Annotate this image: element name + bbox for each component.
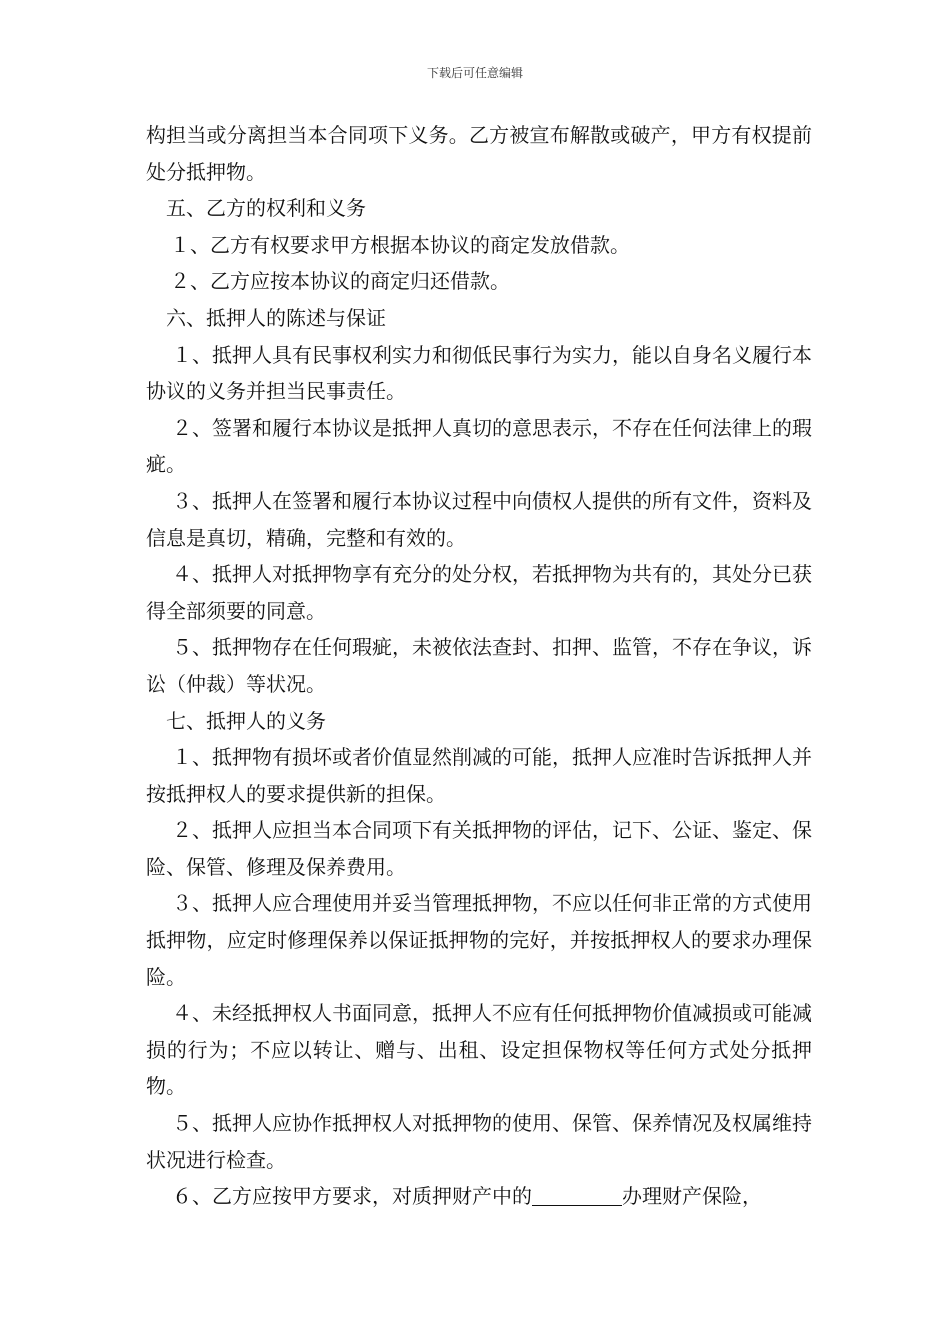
clause-7-3: ３、抵押人应合理使用并妥当管理抵押物，不应以任何非正常的方式使用抵押物，应定时修理保养以保证抵押物的完好，并按抵押权人的要求办理保险。	[146, 891, 812, 989]
clause-5-2: ２、乙方应按本协议的商定归还借款。	[170, 269, 510, 294]
clause-6-2: ２、签署和履行本协议是抵押人真切的意思表示，不存在任何法律上的瑕疵。	[146, 415, 812, 477]
section-heading-6: 六、抵押人的陈述与保证	[166, 305, 386, 330]
clause-7-5: ５、抵押人应协作抵押权人对抵押物的使用、保管、保养情况及权属维持状况进行检查。	[146, 1111, 812, 1172]
page-header: 下载后可任意编辑	[426, 66, 523, 80]
clause-7-6	[146, 1178, 812, 1215]
section-heading-7: 七、抵押人的义务	[166, 708, 326, 733]
clause-7-1: １、抵押物有损坏或者价值显然削减的可能，抵押人应准时告诉抵押人并按抵押权人的要求提供新的担保。	[146, 745, 812, 806]
clause-5-1: １、乙方有权要求甲方根据本协议的商定发放借款。	[170, 232, 630, 257]
clause-7-4: ４、未经抵押权人书面同意，抵押人不应有任何抵押物价值减损或可能减损的行为；不应以转让、赠与、出租、设定担保物权等任何方式处分抵押物。	[146, 1001, 812, 1099]
clause-7-2: ２、抵押人应担当本合同项下有关抵押物的评估，记下、公证、鉴定、保险、保管、修理及保养费用。	[146, 818, 812, 879]
clause-6-4: ４、抵押人对抵押物享有充分的处分权，若抵押物为共有的，其处分已获得全部须要的同意。	[146, 562, 812, 623]
paragraph-continuation: 构担当或分离担当本合同项下义务。乙方被宣布解散或破产，甲方有权提前处分抵押物。	[146, 123, 812, 184]
fill-in-blank	[532, 1185, 622, 1206]
section-heading-5: 五、乙方的权利和义务	[166, 196, 366, 221]
clause-7-6-text-before: ６、乙方应按甲方要求，对质押财产中的	[172, 1184, 532, 1209]
clause-6-1: １、抵押人具有民事权利实力和彻低民事行为实力，能以自身名义履行本协议的义务并担当民事责任。	[146, 342, 812, 404]
clause-7-6-text-after: 办理财产保险，	[622, 1184, 762, 1209]
clause-6-3: ３、抵押人在签署和履行本协议过程中向债权人提供的所有文件，资料及信息是真切，精确，完整和有效的。	[146, 488, 812, 550]
clause-6-5: ５、抵押物存在任何瑕疵，未被依法查封、扣押、监管，不存在争议，诉讼（仲裁）等状况。	[146, 635, 812, 696]
document-body	[146, 117, 812, 1215]
